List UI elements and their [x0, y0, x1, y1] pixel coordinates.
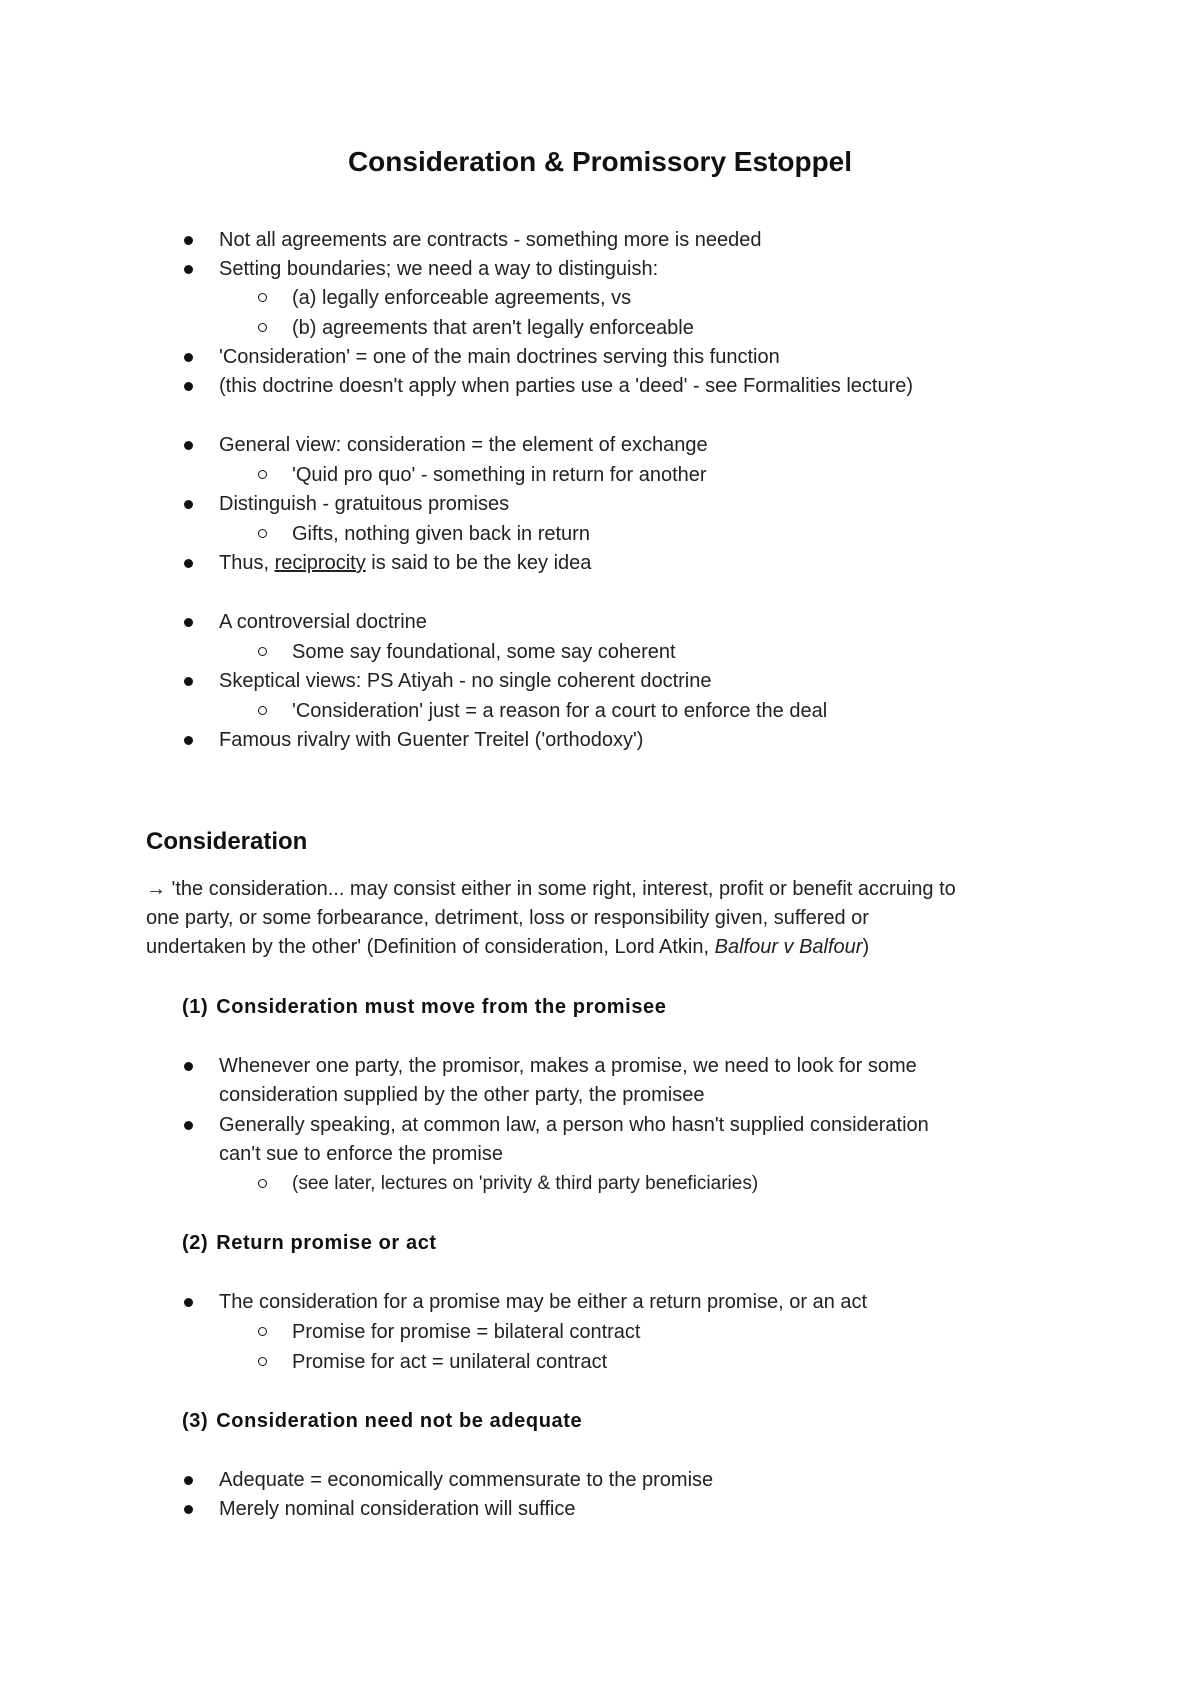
- list-item: Skeptical views: PS Atiyah - no single coherent doctrine: [219, 670, 712, 692]
- bullet-icon: [184, 559, 193, 568]
- bullet-icon: [184, 1121, 193, 1130]
- document-title: Consideration & Promissory Estoppel: [347, 146, 853, 177]
- list-subitem: Gifts, nothing given back in return: [292, 523, 590, 545]
- definition-quote-line: → 'the consideration... may consist either in some right, interest, profit or benefit accruing to: [146, 878, 956, 900]
- definition-quote-line: one party, or some forbearance, detriment, loss or responsibility given, suffered or: [146, 907, 869, 929]
- bullet-icon: [184, 382, 193, 391]
- hollow-bullet-icon: [258, 470, 267, 479]
- list-item-continuation: can't sue to enforce the promise: [219, 1143, 503, 1165]
- subsection-heading: [182, 993, 666, 1021]
- bullet-icon: [184, 1476, 193, 1485]
- bullet-icon: [184, 236, 193, 245]
- bullet-icon: [184, 353, 193, 362]
- subsection-heading: [182, 1229, 437, 1257]
- bullet-icon: [184, 1062, 193, 1071]
- list-item: Whenever one party, the promisor, makes a promise, we need to look for some: [219, 1055, 917, 1077]
- hollow-bullet-icon: [258, 1357, 267, 1366]
- hollow-bullet-icon: [258, 323, 267, 332]
- list-item: The consideration for a promise may be either a return promise, or an act: [219, 1291, 868, 1313]
- text-segment: Thus,: [219, 552, 275, 574]
- hollow-bullet-icon: [258, 1179, 267, 1188]
- list-subitem: Promise for act = unilateral contract: [292, 1351, 608, 1373]
- subsection-number: (3): [182, 1410, 209, 1432]
- list-subitem: (see later, lectures on 'privity & third party beneficiaries): [292, 1173, 759, 1194]
- bullet-icon: [184, 736, 193, 745]
- list-item: Setting boundaries; we need a way to distinguish:: [219, 258, 659, 280]
- list-subitem: (b) agreements that aren't legally enforceable: [292, 317, 694, 339]
- underlined-term: reciprocity: [274, 552, 366, 574]
- list-item: Distinguish - gratuitous promises: [219, 493, 510, 515]
- bullet-icon: [184, 441, 193, 450]
- hollow-bullet-icon: [258, 706, 267, 715]
- subsection-number: (2): [182, 1232, 209, 1254]
- subsection-heading: [182, 1407, 582, 1435]
- text-segment: undertaken by the other' (Definition of consideration, Lord Atkin,: [146, 936, 715, 958]
- bullet-icon: [184, 1505, 193, 1514]
- hollow-bullet-icon: [258, 1327, 267, 1336]
- list-item: Merely nominal consideration will suffice: [219, 1498, 576, 1520]
- bullet-icon: [184, 1298, 193, 1307]
- list-item: Famous rivalry with Guenter Treitel ('orthodoxy'): [219, 729, 644, 751]
- list-subitem: 'Consideration' just = a reason for a court to enforce the deal: [292, 700, 828, 722]
- list-subitem: 'Quid pro quo' - something in return for another: [292, 464, 707, 486]
- bullet-icon: [184, 500, 193, 509]
- subsection-title: Return promise or act: [216, 1232, 437, 1254]
- case-name: Balfour v Balfour: [714, 936, 863, 958]
- list-item: A controversial doctrine: [219, 611, 427, 633]
- bullet-icon: [184, 677, 193, 686]
- list-item: (this doctrine doesn't apply when parties use a 'deed' - see Formalities lecture): [219, 375, 914, 397]
- list-item: General view: consideration = the element of exchange: [219, 434, 708, 456]
- subsection-title: Consideration must move from the promisee: [216, 996, 667, 1018]
- subsection-title: Consideration need not be adequate: [216, 1410, 583, 1432]
- list-item: Not all agreements are contracts - something more is needed: [219, 229, 762, 251]
- text-segment: ): [862, 936, 870, 958]
- definition-quote-line: [146, 933, 869, 961]
- list-item: 'Consideration' = one of the main doctrines serving this function: [219, 346, 780, 368]
- list-subitem: Promise for promise = bilateral contract: [292, 1321, 641, 1343]
- list-subitem: Some say foundational, some say coherent: [292, 641, 676, 663]
- list-item: Adequate = economically commensurate to the promise: [219, 1469, 714, 1491]
- bullet-icon: [184, 618, 193, 627]
- list-subitem: (a) legally enforceable agreements, vs: [292, 287, 632, 309]
- hollow-bullet-icon: [258, 293, 267, 302]
- list-item-continuation: consideration supplied by the other party, the promisee: [219, 1084, 705, 1106]
- text-segment: is said to be the key idea: [365, 552, 592, 574]
- list-item: [219, 549, 591, 577]
- hollow-bullet-icon: [258, 529, 267, 538]
- section-heading: Consideration: [146, 828, 308, 855]
- subsection-number: (1): [182, 996, 209, 1018]
- list-item: Generally speaking, at common law, a person who hasn't supplied consideration: [219, 1114, 929, 1136]
- bullet-icon: [184, 265, 193, 274]
- hollow-bullet-icon: [258, 647, 267, 656]
